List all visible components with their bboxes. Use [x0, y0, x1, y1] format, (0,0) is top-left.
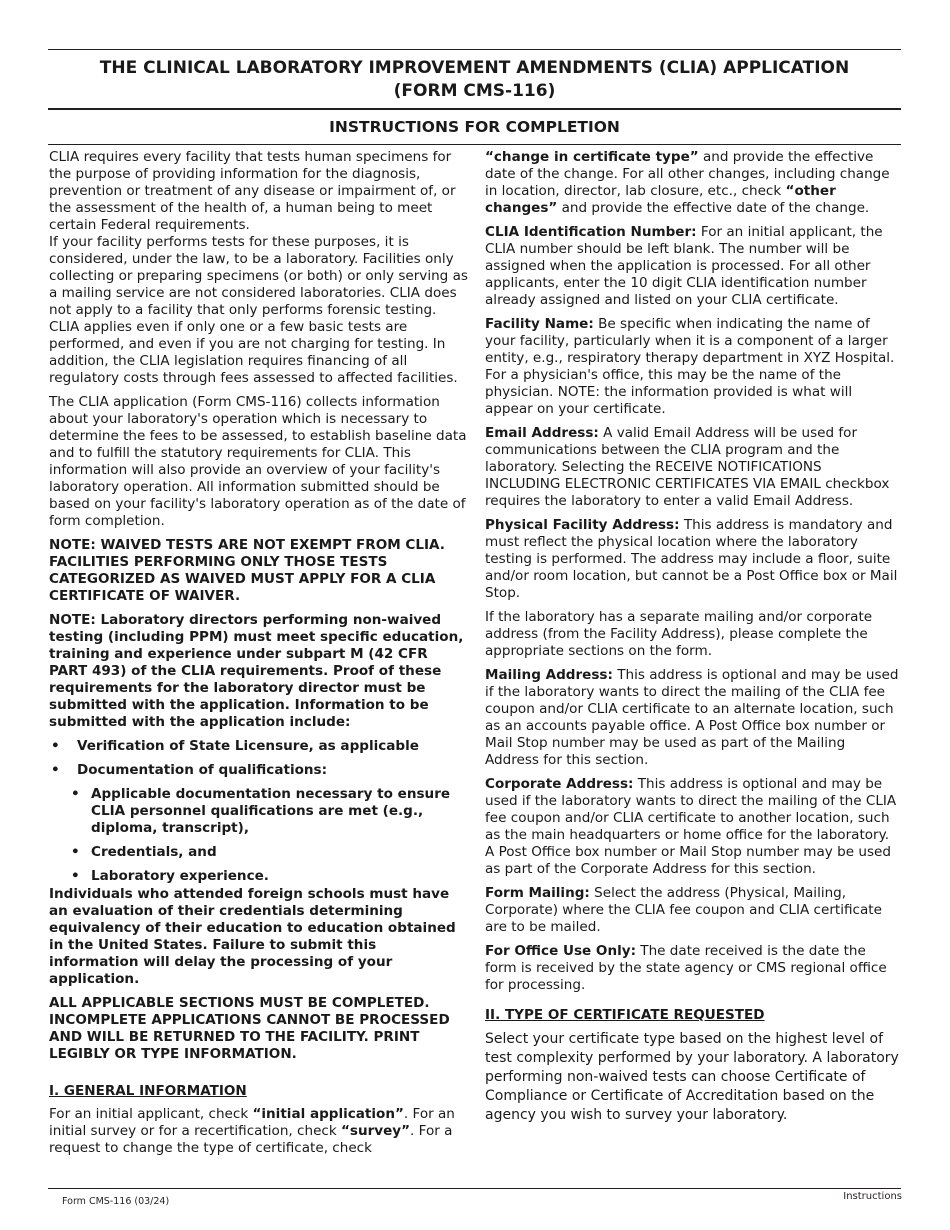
- initial-application-term: “initial application”: [252, 1106, 404, 1122]
- certificate-type-paragraph: Select your certificate type based on the highest level of test complexity performed by your laboratory. A laboratory performing non-waived tests can choose Certificate of Compliance or Certificate of Accreditation based on the agency you wish to survey your laboratory.: [485, 1031, 899, 1123]
- clia-id-text: For an initial applicant, the CLIA number should be left blank. The number will be assigned when the application is processed. For all other applicants, enter the 10 digit CLIA identification number already assigned and listed on your CLIA certificate.: [485, 224, 883, 308]
- continued-text-d: and provide the effective date of the change.: [557, 200, 870, 216]
- note-waived-tests: NOTE: WAIVED TESTS ARE NOT EXEMPT FROM CLIA. FACILITIES PERFORMING ONLY THOSE TESTS CATEGORIZED AS WAIVED MUST APPLY FOR A CLIA CERTIFICATE OF WAIVER.: [49, 537, 445, 604]
- left-column: [49, 149, 469, 1164]
- clia-id-label: CLIA Identification Number:: [485, 224, 697, 240]
- change-certificate-term: “change in certificate type”: [485, 149, 699, 165]
- application-paragraph: The CLIA application (Form CMS-116) collects information about your laboratory's operation which is necessary to determine the fees to be assessed, to establish baseline data and to fulfill the statutory requirements for CLIA. This information will also provide an overview of your facility's laboratory operation. All information submitted should be based on your facility's laboratory operation as of the date of form completion.: [49, 394, 467, 529]
- form-number: Form CMS-116 (03/24): [62, 1196, 170, 1207]
- email-label: Email Address:: [485, 425, 599, 441]
- title-line-2: (FORM CMS-116): [393, 81, 556, 101]
- section-1-heading: I. GENERAL INFORMATION: [49, 1083, 247, 1099]
- general-text-a: For an initial applicant, check: [49, 1106, 253, 1122]
- general-text-c: . For an initial survey or for a recertification, check: [49, 1106, 455, 1139]
- office-use-paragraph: [485, 943, 901, 994]
- office-use-label: For Office Use Only:: [485, 943, 636, 959]
- page-label: Instructions: [843, 1191, 902, 1202]
- top-rule: [48, 49, 901, 50]
- page-title: [48, 57, 901, 103]
- page-subtitle: INSTRUCTIONS FOR COMPLETION: [329, 118, 620, 136]
- corporate-address-paragraph: [485, 776, 901, 878]
- email-text: A valid Email Address will be used for communications between the CLIA program and the laboratory. Selecting the RECEIVE NOTIFICATIONS INCLUDING ELECTRONIC CERTIFICATES VIA EMAIL checkbox requires the laboratory to enter a valid Email Address.: [485, 425, 890, 509]
- facility-name-label: Facility Name:: [485, 316, 594, 332]
- all-sections-paragraph: ALL APPLICABLE SECTIONS MUST BE COMPLETED. INCOMPLETE APPLICATIONS CANNOT BE PROCESSED AND WILL BE RETURNED TO THE FACILITY. PRINT LEGIBLY OR TYPE INFORMATION.: [49, 995, 450, 1062]
- intro-paragraph-2: If your facility performs tests for these purposes, it is considered, under the law, to be a laboratory. Facilities only collecting or preparing specimens (or both) or only serving as a mailing service are not considered laboratories. CLIA does not apply to a facility that only performs forensic testing. CLIA applies even if only one or a few basic tests are performed, and even if you are not charging for testing. In addition, the CLIA legislation requires financing of all regulatory costs through fees assessed to affected facilities.: [49, 234, 468, 386]
- form-mailing-text: Select the address (Physical, Mailing, Corporate) where the CLIA fee coupon and CLIA certificate are to be mailed.: [485, 885, 882, 935]
- physical-address-paragraph: [485, 517, 901, 602]
- requirements-list: [49, 738, 469, 779]
- continued-text-b: and provide the effective date of the change. For all other changes, including change in location, director, lab closure, etc., check: [485, 149, 890, 199]
- clia-id-paragraph: [485, 224, 901, 309]
- intro-paragraph-1: CLIA requires every facility that tests human specimens for the purpose of providing information for the diagnosis, prevention or treatment of any disease or impairment of, or the assessment of the health of, a human being to meet certain Federal requirements.: [49, 149, 456, 233]
- list-item: • Laboratory experience.: [49, 868, 469, 885]
- form-mailing-paragraph: [485, 885, 901, 936]
- list-item: • Documentation of qualifications:: [49, 762, 469, 779]
- email-paragraph: [485, 425, 901, 510]
- foreign-schools-paragraph: Individuals who attended foreign schools must have an evaluation of their credentials determining equivalency of their education to education obtained in the United States. Failure to submit this information will delay the processing of your application.: [49, 886, 456, 987]
- list-item: • Applicable documentation necessary to ensure CLIA personnel qualifications are met (e.g., diploma, transcript),: [49, 786, 469, 837]
- mailing-address-label: Mailing Address:: [485, 667, 613, 683]
- other-changes-term: “other changes”: [485, 183, 836, 216]
- qualifications-sublist: [49, 786, 469, 885]
- mailing-address-text: This address is optional and may be used if the laboratory wants to direct the mailing of the CLIA fee coupon and/or CLIA certificate to an alternate location, such as an accounts payable office. A Post Office box number or Mail Stop number may be used as part of the Mailing Address for this section.: [485, 667, 899, 768]
- list-item: • Credentials, and: [49, 844, 469, 861]
- office-use-text: The date received is the date the form is received by the state agency or CMS regional office for processing.: [485, 943, 887, 993]
- physical-address-label: Physical Facility Address:: [485, 517, 680, 533]
- footer-rule: [48, 1188, 901, 1189]
- form-mailing-label: Form Mailing:: [485, 885, 590, 901]
- corporate-address-label: Corporate Address:: [485, 776, 634, 792]
- facility-name-paragraph: [485, 316, 901, 418]
- general-information-paragraph: [49, 1106, 469, 1157]
- note-lab-directors: NOTE: Laboratory directors performing non-waived testing (including PPM) must meet specific education, training and experience under subpart M (42 CFR PART 493) of the CLIA requirements. Proof of these requirements for the laboratory director must be submitted with the application. Information to be submitted with the application include:: [49, 612, 464, 730]
- physical-address-text: This address is mandatory and must reflect the physical location where the laboratory testing is performed. The address may include a floor, suite and/or room location, but cannot be a Post Office box or Mail Stop.: [485, 517, 898, 601]
- general-information-continued: [485, 149, 901, 217]
- subtitle-rule: [48, 144, 901, 145]
- title-line-1: THE CLINICAL LABORATORY IMPROVEMENT AMENDMENTS (CLIA) APPLICATION: [99, 58, 850, 78]
- facility-name-text: Be specific when indicating the name of your facility, particularly when it is a component of a larger entity, e.g., respiratory therapy department in XYZ Hospital. For a physician's office, this may be the name of the physician. NOTE: the information provided is what will appear on your certificate.: [485, 316, 895, 417]
- list-item: • Verification of State Licensure, as applicable: [49, 738, 469, 755]
- right-column: [485, 149, 901, 1132]
- corporate-address-text: This address is optional and may be used if the laboratory wants to direct the mailing of the CLIA fee coupon and/or CLIA certificate to another location, such as the main headquarters or home office for the laboratory. A Post Office box number or Mail Stop number may be used as part of the Corporate Address for this section.: [485, 776, 897, 877]
- mailing-address-paragraph: [485, 667, 901, 769]
- separate-address-paragraph: If the laboratory has a separate mailing and/or corporate address (from the Facility Address), please complete the appropriate sections on the form.: [485, 609, 873, 659]
- title-rule: [48, 108, 901, 110]
- section-2-heading: II. TYPE OF CERTIFICATE REQUESTED: [485, 1007, 765, 1023]
- survey-term: “survey”: [341, 1123, 411, 1139]
- general-text-e: . For a request to change the type of certificate, check: [49, 1123, 453, 1156]
